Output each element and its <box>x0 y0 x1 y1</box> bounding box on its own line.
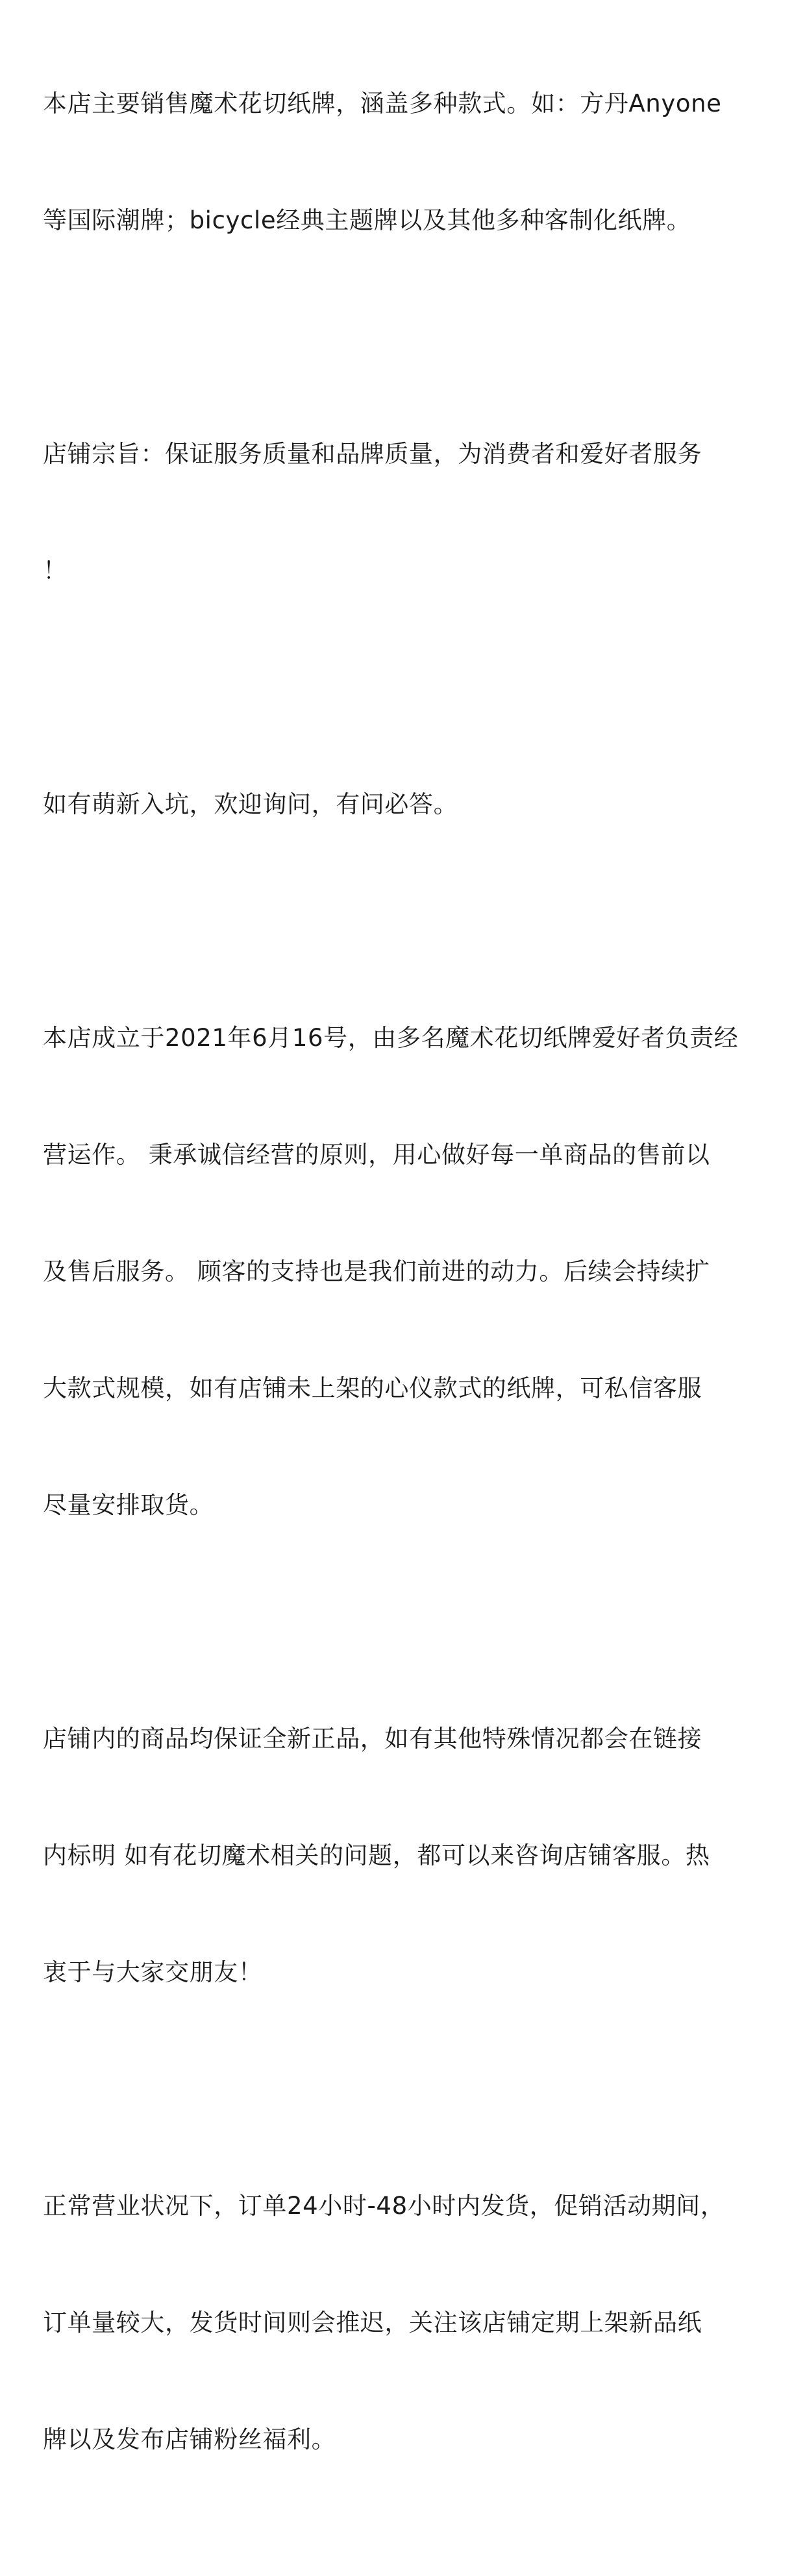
paragraph-mission <box>43 357 763 668</box>
text-line: 本店主要销售魔术花切纸牌，涵盖多种款式。如：方丹Anyone <box>43 90 722 117</box>
store-description <box>43 6 763 2576</box>
text-line: 店铺内的商品均保证全新正品，如有其他特殊情况都会在链接 <box>43 1725 702 1753</box>
text-line: 大款式规模，如有店铺未上架的心仪款式的纸牌，可私信客服 <box>43 1374 702 1402</box>
paragraph-products <box>43 6 763 318</box>
paragraph-authenticity <box>43 1642 763 2070</box>
paragraph-newcomers <box>43 707 763 902</box>
text-line: 订单量较大，发货时间则会推迟，关注该店铺定期上架新品纸 <box>43 2309 702 2337</box>
text-line: 内标明 如有花切魔术相关的问题，都可以来咨询店铺客服。热 <box>43 1841 710 1869</box>
text-line: 衷于与大家交朋友！ <box>43 1958 263 1986</box>
paragraph-history <box>43 941 763 1603</box>
text-line: 本店成立于2021年6月16号，由多名魔术花切纸牌爱好者负责经 <box>43 1024 739 1052</box>
text-line: 尽量安排取货。 <box>43 1491 214 1519</box>
text-line: 店铺宗旨：保证服务质量和品牌质量，为消费者和爱好者服务 <box>43 440 702 468</box>
text-line: 正常营业状况下，订单24小时-48小时内发货，促销活动期间， <box>43 2192 725 2220</box>
text-line: 如有萌新入坑，欢迎询问，有问必答。 <box>43 790 458 818</box>
text-line: 牌以及发布店铺粉丝福利。 <box>43 2425 336 2453</box>
text-line: 等国际潮牌；bicycle经典主题牌以及其他多种客制化纸牌。 <box>43 206 691 234</box>
text-line: 营运作。 秉承诚信经营的原则，用心做好每一单商品的售前以 <box>43 1141 710 1169</box>
text-line: 及售后服务。 顾客的支持也是我们前进的动力。后续会持续扩 <box>43 1258 710 1285</box>
paragraph-shipping <box>43 2109 763 2537</box>
text-line: ！ <box>43 557 68 585</box>
